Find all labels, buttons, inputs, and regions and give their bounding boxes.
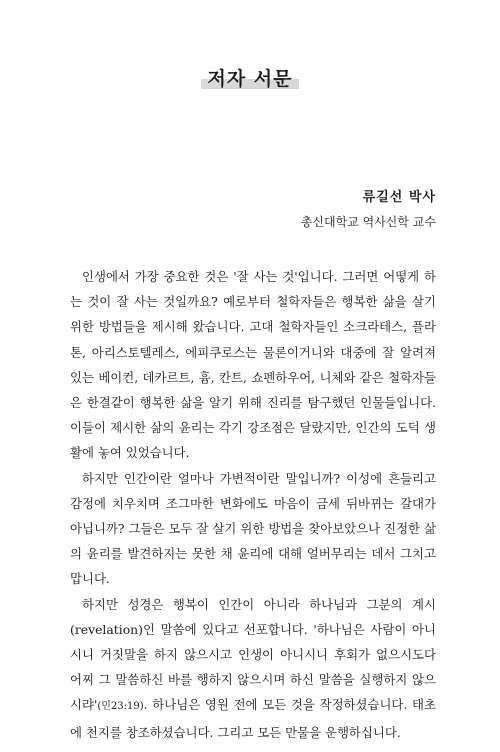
title-area	[0, 64, 500, 91]
preface-body	[70, 264, 436, 745]
scripture-reference: (민23:19)	[97, 701, 144, 713]
author-name: 류길선 박사	[362, 190, 436, 205]
paragraph-1: 인생에서 가장 중요한 것은 '잘 사는 것'입니다. 그러면 어떻게 하는 것이 잘 사는 것일까요? 예로부터 철학자들은 행복한 삶을 살기 위한 방법들을 제시해 왔습니다. 고대 철학자들인 소크라테스, 플라톤, 아리스토텔레스, 에피쿠로스는 물론이거니와 대중에 잘 알려져 있는 베이컨, 데카르트, 흄, 칸트, 쇼펜하우어, 니체와 같은 철학자들은 한결같이 행복한 삶을 알기 위해 진리를 탐구했던 인물들입니다. 이들이 제시한 삶의 윤리는 각기 강조점은 달랐지만, 인간의 도덕 생활에 놓여 있었습니다.	[70, 269, 436, 461]
paragraph-2: 하지만 인간이란 얼마나 가변적이란 말입니까? 이성에 흔들리고 감정에 치우치며 조그마한 변화에도 마음이 금세 뒤바뀌는 갈대가 아닙니까? 그들은 모두 잘 살기 위한 방법을 찾아보았으나 진정한 삶의 윤리를 발견하지는 못한 채 윤리에 대해 얼버무리는 데서 그치고 맙니다.	[70, 470, 436, 587]
paragraph-3	[70, 592, 436, 745]
paragraph-3-text-a: 하지만 성경은 행복이 인간이 아니라 하나님과 그분의 계시(revelation)인 말씀에 있다고 선포합니다. '하나님은 사람이 아니시니 거짓말을 하지 않으시고 인생이 아니시니 후회가 없으시도다 어찌 그 말씀하신 바를 행하지 않으시며 하신 말씀을 실행하지 않으시랴'	[70, 596, 436, 713]
author-affiliation: 총신대학교 역사신학 교수	[300, 215, 436, 229]
page-title: 저자 서문	[201, 64, 298, 91]
paragraph-3-text-b: . 하나님은 영원 전에 모든 것을 작정하셨습니다. 태초에 천지를 창조하셨습니다. 그리고 모든 만물을 운행하십니다.	[70, 697, 436, 740]
